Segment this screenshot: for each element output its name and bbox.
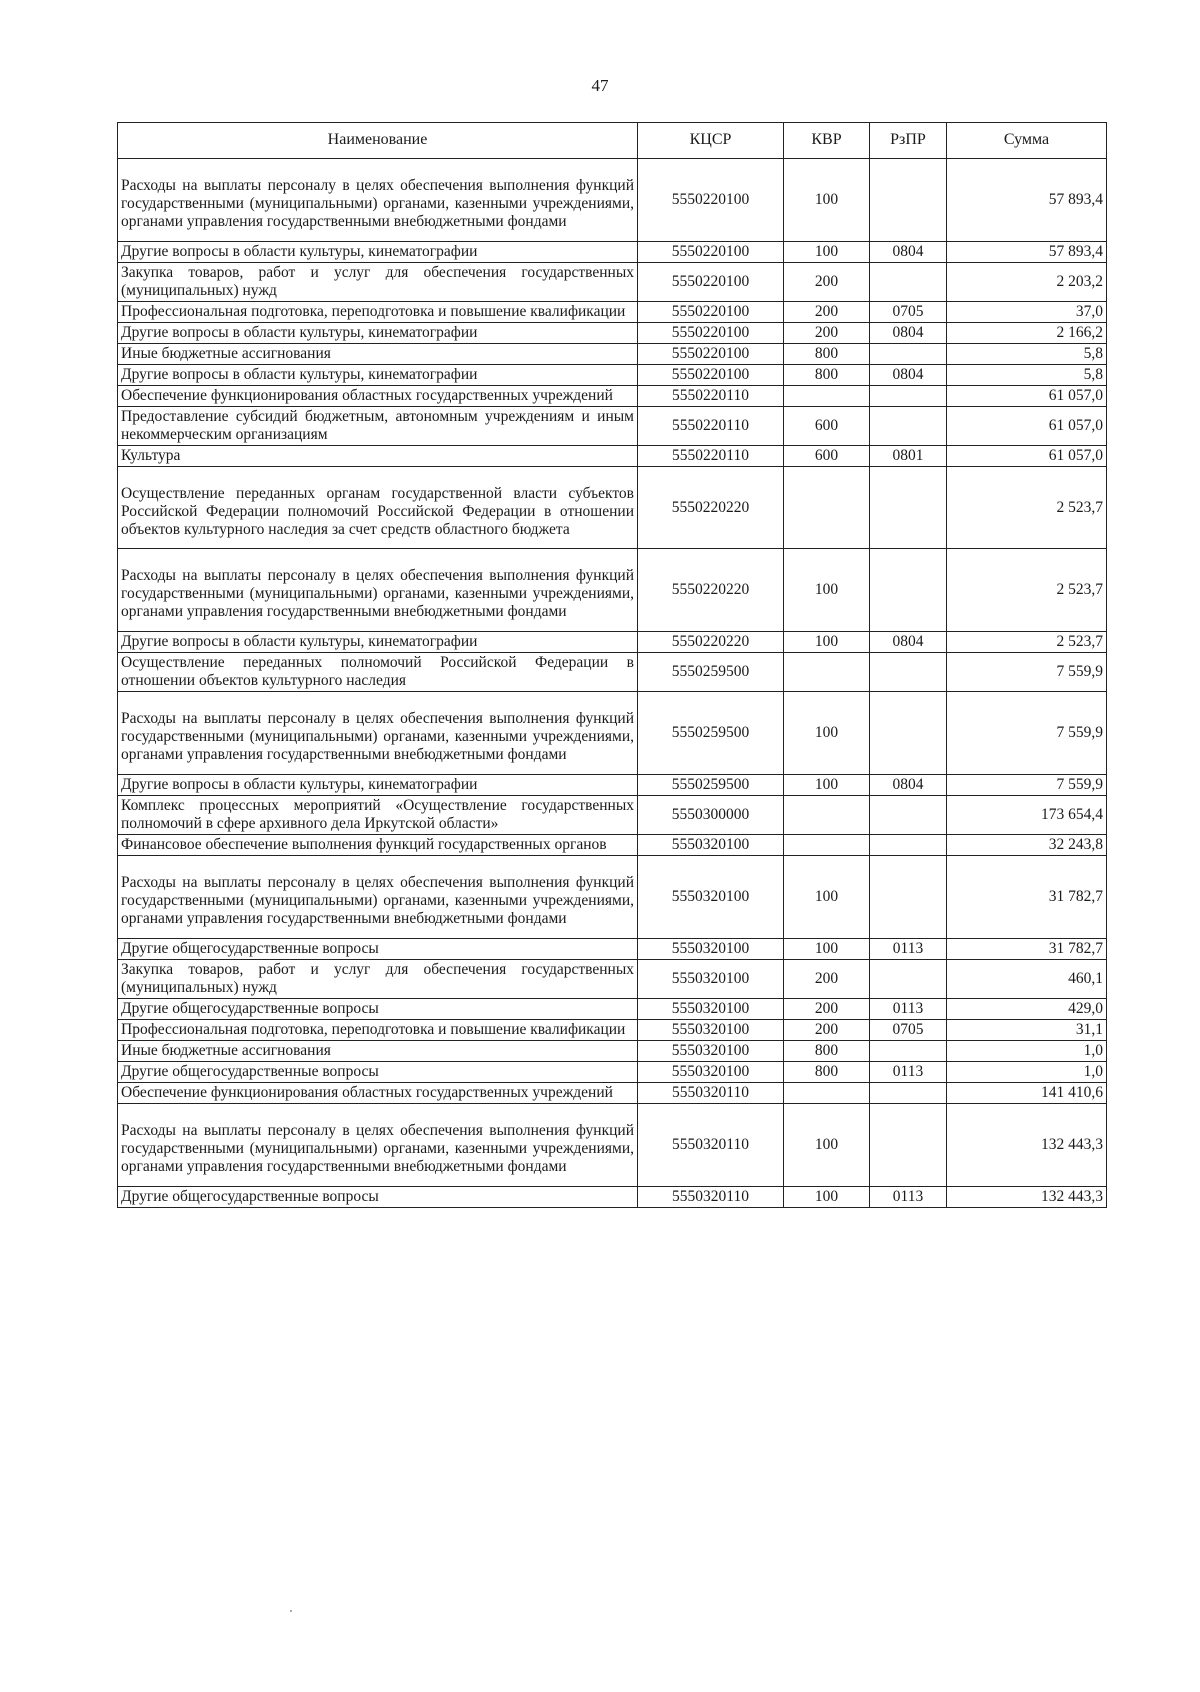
- cell-kcsr: 5550320100: [638, 998, 784, 1019]
- table-row: [118, 466, 1107, 549]
- table-row: [118, 1103, 1107, 1186]
- cell-rzpr: [870, 653, 947, 692]
- table-row: [118, 632, 1107, 653]
- table-body: [118, 159, 1107, 1208]
- cell-name: Расходы на выплаты персоналу в целях обеспечения выполнения функций государственными (муниципальными) органами, казенными учреждениями, органами управления государственными внебюджетными фондами: [118, 549, 638, 632]
- cell-sum: 5,8: [947, 364, 1107, 385]
- cell-kcsr: 5550259500: [638, 775, 784, 796]
- cell-rzpr: [870, 549, 947, 632]
- cell-rzpr: [870, 466, 947, 549]
- cell-sum: 31 782,7: [947, 856, 1107, 939]
- cell-name: Предоставление субсидий бюджетным, автономным учреждениям и иным некоммерческим организациям: [118, 406, 638, 445]
- table-row: [118, 1186, 1107, 1207]
- table-row: [118, 1061, 1107, 1082]
- cell-rzpr: 0804: [870, 364, 947, 385]
- table-row: [118, 322, 1107, 343]
- cell-name: Другие вопросы в области культуры, кинематографии: [118, 364, 638, 385]
- cell-sum: 132 443,3: [947, 1103, 1107, 1186]
- cell-rzpr: [870, 262, 947, 301]
- cell-kcsr: 5550300000: [638, 796, 784, 835]
- cell-kcsr: 5550220100: [638, 262, 784, 301]
- cell-kvr: 100: [784, 938, 870, 959]
- cell-name: Осуществление переданных органам государственной власти субъектов Российской Федерации полномочий Российской Федерации в отношении объектов культурного наследия за счет средств областного бюджета: [118, 466, 638, 549]
- cell-rzpr: 0705: [870, 301, 947, 322]
- table-row: [118, 364, 1107, 385]
- table-row: [118, 796, 1107, 835]
- cell-rzpr: [870, 159, 947, 242]
- cell-rzpr: [870, 959, 947, 998]
- cell-kvr: 100: [784, 856, 870, 939]
- cell-name: Финансовое обеспечение выполнения функций государственных органов: [118, 835, 638, 856]
- cell-kvr: 800: [784, 343, 870, 364]
- cell-kcsr: 5550259500: [638, 692, 784, 775]
- cell-sum: 173 654,4: [947, 796, 1107, 835]
- cell-kvr: 600: [784, 445, 870, 466]
- cell-name: Другие общегосударственные вопросы: [118, 998, 638, 1019]
- cell-kvr: 100: [784, 1186, 870, 1207]
- cell-kvr: 600: [784, 406, 870, 445]
- cell-rzpr: 0804: [870, 775, 947, 796]
- table-row: [118, 385, 1107, 406]
- cell-sum: 7 559,9: [947, 692, 1107, 775]
- cell-sum: 7 559,9: [947, 653, 1107, 692]
- scan-artifact: [290, 1610, 292, 1612]
- cell-kcsr: 5550320110: [638, 1186, 784, 1207]
- table-row: [118, 938, 1107, 959]
- cell-kcsr: 5550220100: [638, 322, 784, 343]
- cell-kvr: 200: [784, 1019, 870, 1040]
- cell-sum: 57 893,4: [947, 241, 1107, 262]
- table-row: [118, 241, 1107, 262]
- cell-kcsr: 5550320100: [638, 835, 784, 856]
- cell-sum: 31 782,7: [947, 938, 1107, 959]
- cell-rzpr: 0113: [870, 938, 947, 959]
- cell-sum: 5,8: [947, 343, 1107, 364]
- cell-kvr: 200: [784, 322, 870, 343]
- cell-name: Другие вопросы в области культуры, кинематографии: [118, 775, 638, 796]
- table-row: [118, 692, 1107, 775]
- budget-table: [117, 122, 1107, 1208]
- cell-kvr: 200: [784, 262, 870, 301]
- cell-rzpr: [870, 343, 947, 364]
- cell-kcsr: 5550220220: [638, 549, 784, 632]
- cell-kcsr: 5550259500: [638, 653, 784, 692]
- cell-name: Другие общегосударственные вопросы: [118, 938, 638, 959]
- cell-kcsr: 5550220110: [638, 385, 784, 406]
- cell-rzpr: 0113: [870, 1061, 947, 1082]
- header-kcsr: КЦСР: [638, 123, 784, 159]
- cell-sum: 2 166,2: [947, 322, 1107, 343]
- cell-sum: 460,1: [947, 959, 1107, 998]
- cell-name: Иные бюджетные ассигнования: [118, 343, 638, 364]
- cell-sum: 32 243,8: [947, 835, 1107, 856]
- cell-name: Обеспечение функционирования областных государственных учреждений: [118, 1082, 638, 1103]
- cell-sum: 132 443,3: [947, 1186, 1107, 1207]
- cell-kvr: [784, 1082, 870, 1103]
- cell-kcsr: 5550320100: [638, 856, 784, 939]
- cell-rzpr: [870, 1103, 947, 1186]
- table-row: [118, 159, 1107, 242]
- cell-rzpr: 0804: [870, 322, 947, 343]
- cell-sum: 61 057,0: [947, 445, 1107, 466]
- cell-sum: 2 523,7: [947, 549, 1107, 632]
- cell-name: Комплекс процессных мероприятий «Осуществление государственных полномочий в сфере архивного дела Иркутской области»: [118, 796, 638, 835]
- cell-sum: 429,0: [947, 998, 1107, 1019]
- cell-kcsr: 5550220100: [638, 159, 784, 242]
- cell-kvr: 200: [784, 998, 870, 1019]
- cell-kcsr: 5550320100: [638, 1040, 784, 1061]
- table-row: [118, 959, 1107, 998]
- cell-kvr: 100: [784, 1103, 870, 1186]
- cell-rzpr: [870, 796, 947, 835]
- cell-rzpr: [870, 385, 947, 406]
- cell-rzpr: 0705: [870, 1019, 947, 1040]
- cell-rzpr: 0801: [870, 445, 947, 466]
- cell-kcsr: 5550220110: [638, 445, 784, 466]
- cell-kvr: [784, 796, 870, 835]
- cell-sum: 37,0: [947, 301, 1107, 322]
- cell-kvr: 100: [784, 775, 870, 796]
- cell-kvr: [784, 835, 870, 856]
- header-sum: Сумма: [947, 123, 1107, 159]
- table-row: [118, 856, 1107, 939]
- cell-kvr: 100: [784, 632, 870, 653]
- cell-kcsr: 5550220220: [638, 632, 784, 653]
- cell-name: Осуществление переданных полномочий Российской Федерации в отношении объектов культурного наследия: [118, 653, 638, 692]
- cell-rzpr: [870, 692, 947, 775]
- cell-rzpr: [870, 835, 947, 856]
- table-row: [118, 653, 1107, 692]
- cell-kvr: 200: [784, 959, 870, 998]
- cell-sum: 61 057,0: [947, 385, 1107, 406]
- cell-name: Расходы на выплаты персоналу в целях обеспечения выполнения функций государственными (муниципальными) органами, казенными учреждениями, органами управления государственными внебюджетными фондами: [118, 856, 638, 939]
- cell-kcsr: 5550320110: [638, 1103, 784, 1186]
- header-rzpr: РзПР: [870, 123, 947, 159]
- cell-kcsr: 5550320110: [638, 1082, 784, 1103]
- cell-sum: 1,0: [947, 1061, 1107, 1082]
- cell-name: Другие вопросы в области культуры, кинематографии: [118, 322, 638, 343]
- cell-rzpr: 0804: [870, 632, 947, 653]
- table-row: [118, 998, 1107, 1019]
- cell-sum: 1,0: [947, 1040, 1107, 1061]
- cell-name: Другие общегосударственные вопросы: [118, 1061, 638, 1082]
- cell-name: Иные бюджетные ассигнования: [118, 1040, 638, 1061]
- table-row: [118, 445, 1107, 466]
- cell-name: Расходы на выплаты персоналу в целях обеспечения выполнения функций государственными (муниципальными) органами, казенными учреждениями, органами управления государственными внебюджетными фондами: [118, 1103, 638, 1186]
- header-kvr: КВР: [784, 123, 870, 159]
- cell-rzpr: 0113: [870, 1186, 947, 1207]
- cell-kcsr: 5550220100: [638, 301, 784, 322]
- cell-kcsr: 5550220100: [638, 364, 784, 385]
- cell-name: Закупка товаров, работ и услуг для обеспечения государственных (муниципальных) нужд: [118, 262, 638, 301]
- table-row: [118, 406, 1107, 445]
- header-name: Наименование: [118, 123, 638, 159]
- cell-sum: 141 410,6: [947, 1082, 1107, 1103]
- table-row: [118, 1040, 1107, 1061]
- cell-kcsr: 5550220110: [638, 406, 784, 445]
- cell-name: Обеспечение функционирования областных государственных учреждений: [118, 385, 638, 406]
- table-row: [118, 1082, 1107, 1103]
- cell-kvr: 100: [784, 241, 870, 262]
- cell-kcsr: 5550320100: [638, 1019, 784, 1040]
- cell-kvr: [784, 466, 870, 549]
- cell-kvr: 800: [784, 364, 870, 385]
- cell-kcsr: 5550220100: [638, 241, 784, 262]
- cell-kvr: 200: [784, 301, 870, 322]
- cell-kvr: 100: [784, 692, 870, 775]
- cell-kcsr: 5550320100: [638, 1061, 784, 1082]
- cell-name: Другие общегосударственные вопросы: [118, 1186, 638, 1207]
- table-row: [118, 262, 1107, 301]
- table-row: [118, 775, 1107, 796]
- table-row: [118, 343, 1107, 364]
- cell-kvr: 100: [784, 159, 870, 242]
- cell-kvr: 800: [784, 1061, 870, 1082]
- cell-name: Профессиональная подготовка, переподготовка и повышение квалификации: [118, 301, 638, 322]
- cell-kvr: 800: [784, 1040, 870, 1061]
- cell-rzpr: [870, 1082, 947, 1103]
- cell-name: Расходы на выплаты персоналу в целях обеспечения выполнения функций государственными (муниципальными) органами, казенными учреждениями, органами управления государственными внебюджетными фондами: [118, 692, 638, 775]
- cell-name: Культура: [118, 445, 638, 466]
- cell-sum: 2 203,2: [947, 262, 1107, 301]
- cell-name: Профессиональная подготовка, переподготовка и повышение квалификации: [118, 1019, 638, 1040]
- cell-sum: 31,1: [947, 1019, 1107, 1040]
- cell-sum: 2 523,7: [947, 632, 1107, 653]
- table-row: [118, 835, 1107, 856]
- cell-sum: 57 893,4: [947, 159, 1107, 242]
- cell-name: Закупка товаров, работ и услуг для обеспечения государственных (муниципальных) нужд: [118, 959, 638, 998]
- cell-kcsr: 5550320100: [638, 959, 784, 998]
- table-row: [118, 301, 1107, 322]
- cell-rzpr: 0113: [870, 998, 947, 1019]
- cell-sum: 2 523,7: [947, 466, 1107, 549]
- cell-kvr: [784, 653, 870, 692]
- cell-kcsr: 5550220100: [638, 343, 784, 364]
- table-row: [118, 549, 1107, 632]
- cell-sum: 61 057,0: [947, 406, 1107, 445]
- cell-kcsr: 5550320100: [638, 938, 784, 959]
- cell-name: Другие вопросы в области культуры, кинематографии: [118, 241, 638, 262]
- cell-rzpr: [870, 406, 947, 445]
- table-row: [118, 1019, 1107, 1040]
- cell-kvr: 100: [784, 549, 870, 632]
- cell-rzpr: [870, 1040, 947, 1061]
- cell-name: Другие вопросы в области культуры, кинематографии: [118, 632, 638, 653]
- cell-rzpr: 0804: [870, 241, 947, 262]
- cell-sum: 7 559,9: [947, 775, 1107, 796]
- cell-kvr: [784, 385, 870, 406]
- cell-name: Расходы на выплаты персоналу в целях обеспечения выполнения функций государственными (муниципальными) органами, казенными учреждениями, органами управления государственными внебюджетными фондами: [118, 159, 638, 242]
- cell-kcsr: 5550220220: [638, 466, 784, 549]
- table-header-row: [118, 123, 1107, 159]
- page-number: 47: [591, 76, 609, 95]
- cell-rzpr: [870, 856, 947, 939]
